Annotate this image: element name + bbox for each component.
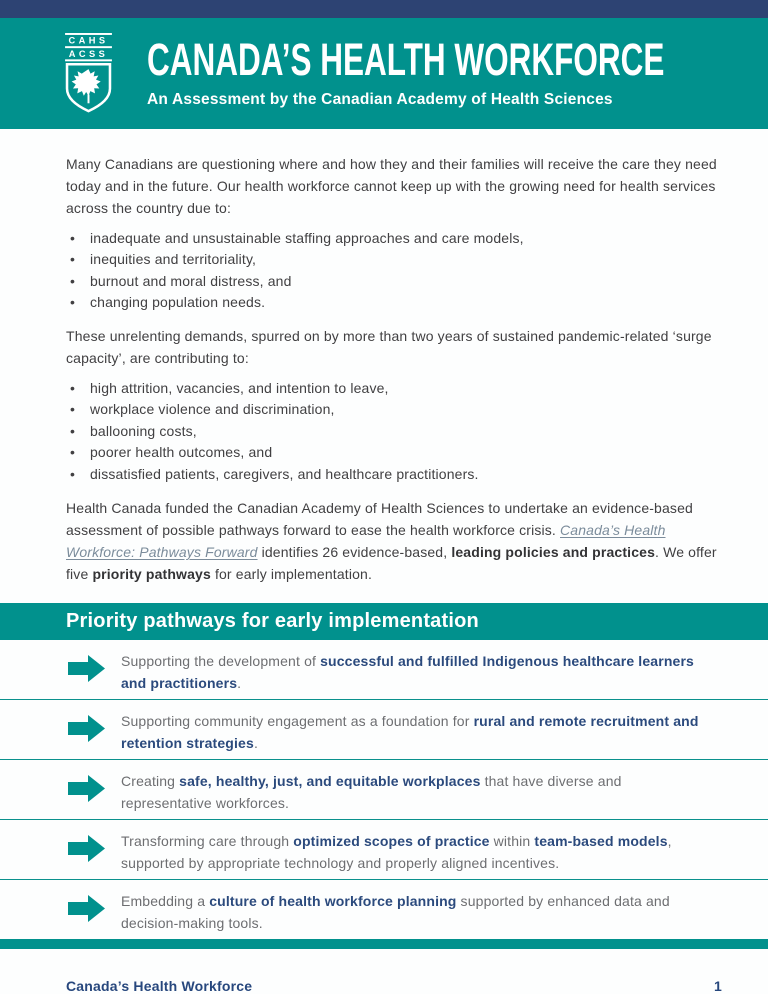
arrow-right-icon bbox=[68, 895, 105, 922]
bullet-item: • changing population needs. bbox=[66, 292, 726, 314]
arrow-right-icon bbox=[68, 835, 105, 862]
logo-text-acss: ACSS bbox=[68, 49, 109, 60]
intro-section bbox=[0, 129, 768, 586]
priority-pathway-text: Embedding a culture of health workforce planning supported by enhanced data and decision-making tools. bbox=[121, 893, 670, 931]
section-heading: Priority pathways for early implementation bbox=[66, 610, 479, 632]
top-navy-strip bbox=[0, 0, 768, 18]
page-subtitle: An Assessment by the Canadian Academy of Health Sciences bbox=[147, 91, 613, 109]
priority-pathway-item-5 bbox=[0, 880, 768, 939]
bullet-list-1 bbox=[66, 228, 726, 314]
priority-pathways-list bbox=[0, 640, 768, 939]
page-title: CANADA’S HEALTH WORKFORCE bbox=[147, 34, 665, 86]
bullet-item: • inadequate and unsustainable staffing approaches and care models, bbox=[66, 228, 726, 250]
priority-pathway-item-3 bbox=[0, 760, 768, 820]
priority-pathway-text: Transforming care through optimized scopes of practice within team-based models, supported by appropriate technology and properly aligned incentives. bbox=[121, 833, 672, 871]
intro-paragraph-2: These unrelenting demands, spurred on by more than two years of sustained pandemic-related ‘surge capacity’, are contributing to: bbox=[66, 327, 712, 366]
bullet-item: • inequities and territoriality, bbox=[66, 249, 726, 271]
priority-pathway-item-4 bbox=[0, 820, 768, 880]
cahs-acss-logo bbox=[64, 33, 113, 115]
header-banner bbox=[0, 18, 768, 128]
bullet-item: • high attrition, vacancies, and intention to leave, bbox=[66, 378, 726, 400]
bullet-list-2 bbox=[66, 378, 726, 486]
priority-pathway-item-1 bbox=[0, 640, 768, 700]
bullet-item: • poorer health outcomes, and bbox=[66, 442, 726, 464]
maple-leaf-shield-icon bbox=[64, 33, 113, 115]
priority-pathway-text: Creating safe, healthy, just, and equitable workplaces that have diverse and representative workforces. bbox=[121, 773, 622, 811]
priority-pathways-section bbox=[0, 585, 768, 949]
intro-paragraph-1: Many Canadians are questioning where and how they and their families will receive the care they need today and in the future. Our health workforce cannot keep up with the growing need for health services across the country due to: bbox=[66, 155, 717, 216]
arrow-right-icon bbox=[68, 655, 105, 682]
arrow-right-icon bbox=[68, 775, 105, 802]
footer-title: Canada’s Health Workforce bbox=[66, 978, 253, 994]
bullet-item: • dissatisfied patients, caregivers, and healthcare practitioners. bbox=[66, 464, 726, 486]
priority-pathway-text: Supporting community engagement as a foundation for rural and remote recruitment and retention strategies. bbox=[121, 713, 699, 751]
header-titles bbox=[147, 34, 768, 109]
logo-text-cahs: CAHS bbox=[68, 36, 109, 47]
priority-pathway-item-2 bbox=[0, 700, 768, 760]
bottom-teal-bar bbox=[0, 939, 768, 949]
page-footer bbox=[0, 949, 768, 994]
bullet-item: • burnout and moral distress, and bbox=[66, 271, 726, 293]
pathways-forward-link[interactable]: Canada’s Health Workforce: Pathways Forward bbox=[66, 522, 666, 560]
section-heading-bar bbox=[0, 603, 768, 640]
funding-paragraph: Health Canada funded the Canadian Academy of Health Sciences to undertake an evidence-based assessment of possible pathways forward to ease the health workforce crisis. Canada’s Health Workforce: Pathways Forward identifies 26 evidence-based, leading policies and practices. We offer five priority pathways for early implementation. bbox=[66, 500, 717, 582]
page-number: 1 bbox=[714, 978, 722, 994]
bullet-item: • ballooning costs, bbox=[66, 421, 726, 443]
bullet-item: • workplace violence and discrimination, bbox=[66, 399, 726, 421]
priority-pathway-text: Supporting the development of successful and fulfilled Indigenous healthcare learners and practitioners. bbox=[121, 653, 694, 691]
arrow-right-icon bbox=[68, 715, 105, 742]
